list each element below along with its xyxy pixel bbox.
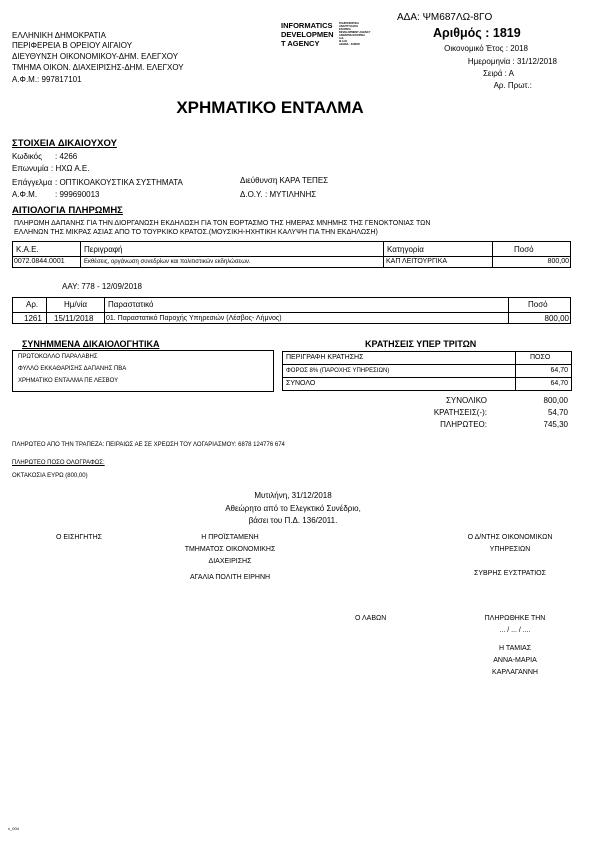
deductions-col-desc: ΠΕΡΙΓΡΑΦΗ ΚΡΑΤΗΣΗΣ bbox=[286, 354, 364, 361]
code-value: : 4266 bbox=[55, 152, 78, 161]
justification-text-1: ΠΛΗΡΩΜΗ ΔΑΠΑΝΗΣ ΓΙΑ ΤΗΝ ΔΙΟΡΓΑΝΩΣΗ ΕΚΔΗΛΩΣΗ ΓΙΑ ΤΟΝ ΕΟΡΤΑΣΜΟ ΤΗΣ ΗΜΕΡΑΣ ΜΝΗΜΗΣ ΤΗΣ ΓΕΝΟΚΤΟΝΙΑΣ ΤΩΝ bbox=[14, 220, 431, 227]
issuer-afm: Α.Φ.Μ.: 997817101 bbox=[12, 75, 82, 84]
afm-value: : 999690013 bbox=[55, 190, 100, 199]
afm-label: Α.Φ.Μ. bbox=[12, 190, 38, 199]
doc-table bbox=[12, 297, 571, 324]
doc-cell-number: 1261 bbox=[24, 314, 42, 323]
deductions-col-sep bbox=[515, 351, 516, 391]
justification-heading: ΑΙΤΙΟΛΟΓΙΑ ΠΛΗΡΩΜΗΣ bbox=[12, 205, 123, 216]
deductions-sum-label: ΚΡΑΤΗΣΕΙΣ(-): bbox=[433, 408, 487, 417]
kae-col-sep-1 bbox=[80, 241, 81, 268]
doc-header-date: Ημ/νία bbox=[64, 300, 88, 309]
name-label: Επωνυμία bbox=[12, 164, 49, 173]
audit-note-1: Αθεώρητο από το Ελεγκτικό Συνέδριο, bbox=[225, 504, 361, 513]
doy-label: Δ.Ο.Υ. bbox=[240, 190, 263, 199]
issuer-line-1: ΕΛΛΗΝΙΚΗ ΔΗΜΟΚΡΑΤΙΑ bbox=[12, 31, 106, 40]
doy-value: : ΜΥΤΙΛΗΝΗΣ bbox=[265, 190, 317, 199]
issuer-line-2: ΠΕΡΙΦΕΡΕΙΑ Β ΟΡΕΙΟΥ ΑΙΓΑΙΟΥ bbox=[12, 41, 133, 50]
deductions-total-label: ΣΥΝΟΛΟ bbox=[286, 380, 316, 387]
head-title-3: ΔΙΑΧΕΙΡΙΣΗΣ bbox=[208, 558, 252, 565]
cashier-title: Η ΤΑΜΙΑΣ bbox=[498, 645, 532, 652]
payable-label: ΠΛΗΡΩΤΕΟ: bbox=[440, 420, 487, 429]
doc-cell-date: 15/11/2018 bbox=[54, 314, 94, 323]
attached-heading: ΣΥΝΗΜΜΕΝΑ ΔΙΚΑΙΟΛΟΓΗΤΙΚΑ bbox=[22, 339, 160, 349]
bank-line: ΠΛΗΡΩΤΕΟ ΑΠΟ ΤΗΝ ΤΡΑΠΕΖΑ: ΠΕΙΡΑΙΩΣ ΑΕ ΣΕ ΧΡΕΩΣΗ ΤΟΥ ΛΟΓΑΡΙΑΣΜΟΥ: 6878 124776 674 bbox=[12, 442, 285, 448]
payable-value: 745,30 bbox=[543, 420, 568, 429]
footer-code: v_004 bbox=[8, 826, 19, 831]
address-label: Διεύθυνση bbox=[240, 176, 278, 185]
logo-text-3: T AGENCY bbox=[281, 39, 320, 48]
deductions-divider-2 bbox=[282, 377, 572, 378]
receiver-title: Ο ΛΑΒΩΝ bbox=[355, 615, 387, 622]
kae-cell-amount: 800,00 bbox=[547, 258, 569, 265]
deductions-heading: ΚΡΑΤΗΣΕΙΣ ΥΠΕΡ ΤΡΙΤΩΝ bbox=[365, 339, 477, 349]
logo-small-2: ΑΝΑΠΤΥΞΙΑΚΗ bbox=[339, 25, 358, 28]
director-title-2: ΥΠΗΡΕΣΙΩΝ bbox=[489, 546, 531, 553]
total-label: ΣΥΝΟΛΙΚΟ bbox=[445, 396, 487, 405]
kae-cell-category: ΚΑΠ ΛΕΙΤΟΥΡΓΙΚΑ bbox=[386, 258, 448, 265]
rapporteur-title: Ο ΕΙΣΗΓΗΤΗΣ bbox=[56, 534, 102, 541]
kae-table-divider bbox=[12, 256, 571, 257]
kae-header-code: Κ.Α.Ε. bbox=[16, 245, 39, 254]
deduction-desc: ΦΟΡΟΣ 8% (ΠΑΡΟΧΗΣ ΥΠΗΡΕΣΙΩΝ) bbox=[286, 368, 390, 374]
director-name: ΣΥΒΡΗΣ ΕΥΣΤΡΑΤΙΟΣ bbox=[474, 570, 546, 577]
kae-header-amount: Ποσό bbox=[514, 245, 534, 254]
doc-cell-amount: 800,00 bbox=[544, 314, 569, 323]
cashier-name-1: ΑΝΝΑ-ΜΑΡΙΑ bbox=[493, 657, 537, 664]
logo-small-7: Φ.Α.Μ. bbox=[339, 40, 348, 43]
deductions-total-amount: 64,70 bbox=[550, 380, 568, 387]
warrant-date: Ημερομηνία : 31/12/2018 bbox=[467, 57, 557, 66]
place-date: Μυτιλήνη, 31/12/2018 bbox=[254, 491, 332, 500]
code-label: Κωδικός bbox=[12, 152, 42, 161]
doc-col-sep-3 bbox=[508, 297, 509, 324]
head-title-2: ΤΜΗΜΑΤΟΣ ΟΙΚΟΝΟΜΙΚΗΣ bbox=[184, 546, 276, 553]
warrant-series: Σειρά : Α bbox=[482, 69, 514, 78]
head-name: ΑΓΑΛΙΑ ΠΟΛΙΤΗ ΕΙΡΗΝΗ bbox=[189, 574, 271, 581]
total-value: 800,00 bbox=[543, 396, 568, 405]
logo-small-5: ΑΝΩΝΥΜΗ ΕΤΑΙΡΕΙΑ bbox=[339, 34, 365, 37]
justification-text-2: ΕΛΛΗΝΩΝ ΤΗΣ ΜΙΚΡΑΣ ΑΣΙΑΣ ΑΠΟ ΤΟ ΤΟΥΡΚΙΚΟ ΚΡΑΤΟΣ.(ΜΟΥΣΙΚΗ-ΗΧΗΤΙΚΗ ΚΑΛΥΨΗ ΓΙΑ ΤΗΝ ΕΚΔΗΛΩΣΗ) bbox=[14, 229, 378, 236]
kae-cell-desc: Εκθέσεις, οργάνωση συνεδρίων και πολιτιστικών εκδηλώσεων. bbox=[84, 259, 251, 265]
director-title-1: Ο Δ/ΝΤΗΣ ΟΙΚΟΝΟΜΙΚΩΝ bbox=[467, 534, 553, 541]
doc-cell-doc: 01. Παραστατικό Παροχής Υπηρεσιών (Λέσβος- Λήμνος) bbox=[106, 315, 282, 322]
doc-col-sep-1 bbox=[46, 297, 47, 324]
logo-small-6: Α.Ε. bbox=[339, 37, 345, 40]
attached-item-2: ΦΥΛΛΟ ΕΚΚΑΘΑΡΙΣΗΣ ΔΑΠΑΝΗΣ ΠΒΑ bbox=[18, 366, 127, 372]
words-value: ΟΚΤΑΚΟΣΙΑ ΕΥΡΩ (800,00) bbox=[12, 473, 88, 479]
paid-title: ΠΛΗΡΩΘΗΚΕ ΤΗΝ bbox=[484, 615, 546, 622]
words-heading: ΠΛΗΡΩΤΕΟ ΠΟΣΟ ΟΛΟΓΡΑΦΩΣ: bbox=[12, 460, 105, 466]
profession-label: Επάγγελμα bbox=[12, 178, 53, 187]
logo-small-text bbox=[339, 22, 370, 46]
address-value: : ΚΑΡΑ ΤΕΠΕΣ bbox=[275, 176, 329, 185]
logo-small-8: ΑΘΗΝΑ - ΣΑΜΟΣ bbox=[339, 43, 360, 46]
deductions-divider-1 bbox=[282, 364, 572, 365]
deductions-sum-value: 54,70 bbox=[547, 408, 568, 417]
logo-small-4: DEVELOPMENT AGENCY bbox=[339, 31, 371, 34]
kae-header-desc: Περιγραφή bbox=[84, 245, 123, 254]
logo-small-1: ΠΛΗΡΟΦΟΡΙΚΗ bbox=[339, 22, 359, 25]
paid-date: ... / ... / .... bbox=[499, 627, 531, 634]
attached-item-1: ΠΡΩΤΟΚΟΛΛΟ ΠΑΡΑΛΑΒΗΣ bbox=[18, 354, 98, 360]
issuer-line-3: ΔΙΕΥΘΥΝΣΗ ΟΙΚΟΝΟΜΙΚΟΥ-ΔΗΜ. ΕΛΕΓΧΟΥ bbox=[12, 52, 179, 61]
deduction-amount: 64,70 bbox=[550, 367, 568, 374]
profession-value: : ΟΠΤΙΚΟΑΚΟΥΣΤΙΚΑ ΣΥΣΤΗΜΑΤΑ bbox=[55, 178, 183, 187]
doc-header-amount: Ποσό bbox=[528, 300, 548, 309]
attached-item-3: ΧΡΗΜΑΤΙΚΟ ΕΝΤΑΛΜΑ ΠΕ ΛΕΣΒΟΥ bbox=[18, 378, 119, 384]
doc-col-sep-2 bbox=[104, 297, 105, 324]
doc-header-number: Αρ. bbox=[26, 300, 39, 309]
deductions-col-amount: ΠΟΣΟ bbox=[530, 354, 551, 361]
kae-col-sep-3 bbox=[492, 241, 493, 268]
beneficiary-heading: ΣΤΟΙΧΕΙΑ ΔΙΚΑΙΟΥΧΟΥ bbox=[12, 138, 117, 149]
aay-line: ΑΑΥ: 778 - 12/09/2018 bbox=[62, 282, 142, 291]
fiscal-year: Οικονομικό Έτος : 2018 bbox=[444, 44, 528, 53]
logo-small-3: ΕΤΑΙΡΕΙΑ bbox=[339, 28, 351, 31]
page-title: ΧΡΗΜΑΤΙΚΟ ΕΝΤΑΛΜΑ bbox=[176, 98, 364, 117]
issuer-line-4: ΤΜΗΜΑ ΟΙΚΟΝ. ΔΙΑΧΕΙΡΙΣΗΣ-ΔΗΜ. ΕΛΕΓΧΟΥ bbox=[12, 63, 184, 72]
name-value: : ΗΧΩ Α.Ε. bbox=[51, 164, 90, 173]
kae-cell-code: 0072.0844.0001 bbox=[14, 258, 65, 265]
warrant-number: Αριθμός : 1819 bbox=[433, 26, 521, 40]
agency-logo bbox=[281, 21, 377, 61]
kae-col-sep-2 bbox=[383, 241, 384, 268]
logo-text-1: INFORMATICS bbox=[281, 21, 333, 30]
ada-code: ΑΔΑ: ΨΜ687ΛΩ-8ΓΟ bbox=[397, 12, 493, 23]
protocol-number: Αρ. Πρωτ.: bbox=[493, 81, 532, 90]
audit-note-2: βάσει του Π.Δ. 136/2011. bbox=[248, 516, 338, 525]
cashier-name-2: ΚΑΡΛΑΓΑΝΝΗ bbox=[492, 669, 538, 676]
doc-header-doc: Παραστατικό bbox=[108, 300, 154, 309]
head-title-1: Η ΠΡΟΪΣΤΑΜΕΝΗ bbox=[201, 534, 259, 541]
kae-header-category: Κατηγορία bbox=[387, 245, 424, 254]
logo-text-2: DEVELOPMEN bbox=[281, 30, 334, 39]
doc-table-divider bbox=[12, 312, 571, 313]
